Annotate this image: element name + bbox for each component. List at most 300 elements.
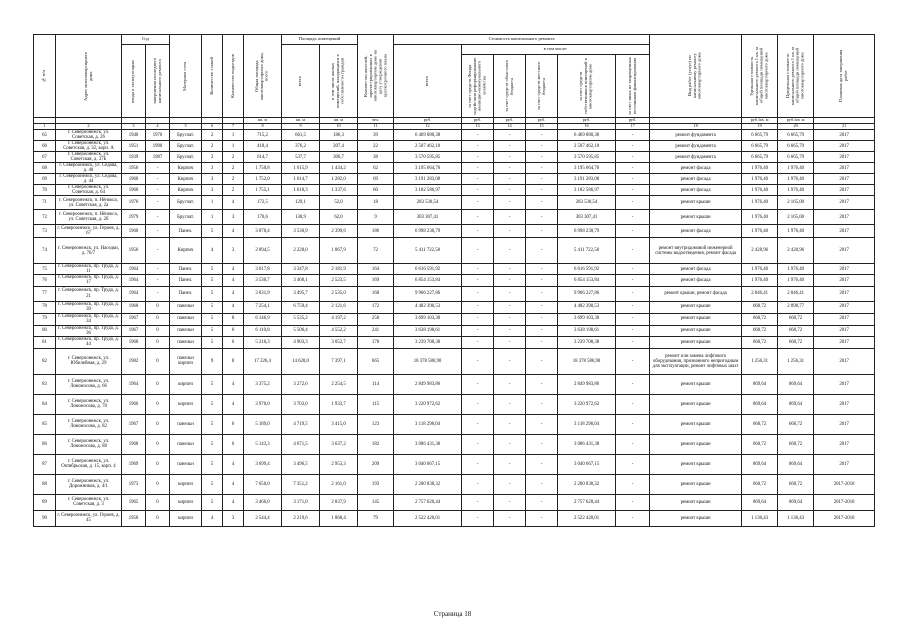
page-number: Страница 18 <box>433 610 472 618</box>
cell-uc: 6 665,79 <box>742 152 778 163</box>
cell-c14: - <box>494 336 526 348</box>
cell-en: 2 <box>223 185 244 196</box>
cell-cost: 6 616 591,92 <box>394 264 462 275</box>
cell-work: ремонт или замена лифтового оборудования, признанного непригодным для эксплуатации, ремонт лифтовых шахт <box>650 348 742 374</box>
cell-c15: - <box>526 301 558 313</box>
cell-mat: Брусчат. <box>170 152 202 163</box>
cell-aa: 4 719,5 <box>282 414 320 434</box>
cell-uc: 869,64 <box>742 494 778 510</box>
cell-work: ремонт крыши <box>650 336 742 348</box>
unit-cell: руб. <box>494 118 526 124</box>
cell-en: 2 <box>223 152 244 163</box>
cell-c13: - <box>462 348 494 374</box>
cell-c17: - <box>616 313 650 325</box>
cell-addr: г. Североонежск, п. Нёнокса, ул. Советская, д. 2б <box>56 210 122 225</box>
cell-c14: - <box>494 434 526 454</box>
cell-cost: 5 411 722,58 <box>394 238 462 264</box>
table-row <box>34 374 875 394</box>
cell-c16: 18 378 586,90 <box>558 348 616 374</box>
column-number-cell: 7 <box>223 124 244 130</box>
cell-cost: 3 040 667,15 <box>394 454 462 474</box>
cell-c13: - <box>462 275 494 286</box>
table-row <box>34 163 875 174</box>
cell-en: 4 <box>223 301 244 313</box>
cell-res: 209 <box>358 454 394 474</box>
column-number-cell: 18 <box>650 124 742 130</box>
cell-res: 79 <box>358 510 394 526</box>
cell-res: 38 <box>358 152 394 163</box>
cell-dt: 2017 <box>814 196 875 210</box>
cell-c15: - <box>526 196 558 210</box>
cell-ta: 3 699,4 <box>244 454 282 474</box>
unit-cell: руб. <box>558 118 616 124</box>
cell-uc: 1 976,40 <box>742 264 778 275</box>
cell-c15: - <box>526 275 558 286</box>
cell-res: 164 <box>358 264 394 275</box>
col-area-living-header: в том числе жилых помещений, находящихся в собственности граждан <box>320 45 358 118</box>
cell-n: 82 <box>34 348 56 374</box>
cell-mc: 660,72 <box>778 313 814 325</box>
unit-cell: руб. <box>394 118 462 124</box>
cell-work: ремонт крыши <box>650 374 742 394</box>
cell-ta: 17 226,4 <box>244 348 282 374</box>
cell-aa: 661,5 <box>282 130 320 141</box>
cell-c16: 2 507 462,10 <box>558 141 616 152</box>
col-plan-date-header: Плановая дата завершения работ <box>814 35 875 118</box>
cell-addr: г. Североонежск, пр. Труда, д. 30 <box>56 301 122 313</box>
cell-c13: - <box>462 494 494 510</box>
cell-y1: 1940 <box>122 130 146 141</box>
cell-addr: г. Североонежск, ул. Дорожников, д. 4/1 <box>56 474 122 494</box>
cell-uc: 660,72 <box>742 434 778 454</box>
cell-aa: 138,9 <box>282 210 320 225</box>
cell-al: 2 523,5 <box>320 275 358 286</box>
cell-c15: - <box>526 185 558 196</box>
cell-c14: - <box>494 185 526 196</box>
cell-c15: - <box>526 286 558 301</box>
cell-fl: 9 <box>202 348 223 374</box>
cell-al: 4 197,2 <box>320 313 358 325</box>
cell-mc: 1 976,40 <box>778 275 814 286</box>
cell-n: 80 <box>34 325 56 336</box>
cell-y2: - <box>146 163 170 174</box>
cell-res: 186 <box>358 225 394 238</box>
cell-mat: кирпич <box>170 374 202 394</box>
cell-c14: - <box>494 225 526 238</box>
cell-mc: 869,64 <box>778 454 814 474</box>
cell-c14: - <box>494 510 526 526</box>
cell-c13: - <box>462 510 494 526</box>
cell-addr: г. Североонежск, ул. Ломоносова, д. 66 <box>56 374 122 394</box>
cell-work: ремонт крыши, ремонт фасада <box>650 286 742 301</box>
cell-c16: 3 191 283,08 <box>558 174 616 185</box>
cell-addr: г. Североонежск, ул. Советская, д. 37Б <box>56 152 122 163</box>
cell-y1: 1956 <box>122 163 146 174</box>
cell-cost: 2 200 838,32 <box>394 474 462 494</box>
cell-en: 4 <box>223 225 244 238</box>
cell-n: 86 <box>34 434 56 454</box>
cell-c17: - <box>616 494 650 510</box>
cell-al: 2 953,3 <box>320 454 358 474</box>
cell-fl: 2 <box>202 130 223 141</box>
cell-dt: 2017 <box>814 313 875 325</box>
table-row <box>34 210 875 225</box>
cell-c16: 6 854 153,84 <box>558 275 616 286</box>
cell-fl: 2 <box>202 152 223 163</box>
cell-y1: 1967 <box>122 313 146 325</box>
cell-c15: - <box>526 374 558 394</box>
col-floors-header: Количество этажей <box>202 35 223 118</box>
cell-c13: - <box>462 474 494 494</box>
cell-dt: 2017 <box>814 225 875 238</box>
cell-cost: 3 239 708,38 <box>394 336 462 348</box>
cell-aa: 1 615,9 <box>282 163 320 174</box>
cell-uc: 869,64 <box>742 454 778 474</box>
col-address-header: Адрес многоквартирного дома <box>56 35 122 118</box>
cell-y2: 0 <box>146 434 170 454</box>
cell-mc: 660,72 <box>778 434 814 454</box>
cell-al: 52,0 <box>320 196 358 210</box>
cell-fl: 5 <box>202 225 223 238</box>
cell-addr: г. Североонежск, ул. Ломоносова, д. 82 <box>56 414 122 434</box>
cell-work: ремонт крыши <box>650 494 742 510</box>
cell-en: 4 <box>223 264 244 275</box>
cell-addr: г. Североонежск, пр. Труда, д. 34 <box>56 313 122 325</box>
cell-aa: 3 468,1 <box>282 275 320 286</box>
cell-aa: 4 903,3 <box>282 336 320 348</box>
cell-c16: 2 757 620,44 <box>558 494 616 510</box>
cell-c17: - <box>616 325 650 336</box>
cell-cost: 4 482 390,53 <box>394 301 462 313</box>
cell-aa: 3 703,0 <box>282 394 320 414</box>
cell-dt: 2017 <box>814 336 875 348</box>
cell-res: 60 <box>358 185 394 196</box>
column-number-cell: 11 <box>358 124 394 130</box>
cell-c14: - <box>494 286 526 301</box>
cell-y2: - <box>146 275 170 286</box>
cell-n: 74 <box>34 238 56 264</box>
table-row <box>34 434 875 454</box>
cell-work: ремонт крыши <box>650 196 742 210</box>
cell-mc: 1 136,43 <box>778 510 814 526</box>
cell-n: 89 <box>34 494 56 510</box>
cell-ta: 172,5 <box>244 196 282 210</box>
table-row <box>34 325 875 336</box>
cell-addr: г. Североонежск, пр. Труда, д. 21 <box>56 286 122 301</box>
cell-c17: - <box>616 210 650 225</box>
col-other-header: за счет иных не запрещенных источников финансирования <box>616 55 650 118</box>
cell-ta: 7 254,1 <box>244 301 282 313</box>
cell-aa: 5 535,2 <box>282 313 320 325</box>
cell-c17: - <box>616 414 650 434</box>
cell-work: ремонт фундамента <box>650 152 742 163</box>
cell-dt: 2017 <box>814 414 875 434</box>
cell-addr: г. Североонежск, ул. Ломоносова, д. 78 <box>56 394 122 414</box>
cell-ta: 5 189,0 <box>244 414 282 434</box>
cell-y1: 1982 <box>122 348 146 374</box>
cell-ta: 3 466,0 <box>244 494 282 510</box>
cell-dt: 2017 <box>814 152 875 163</box>
table-row <box>34 313 875 325</box>
cell-al: 62,0 <box>320 210 358 225</box>
cell-c13: - <box>462 141 494 152</box>
cell-c13: - <box>462 394 494 414</box>
cell-dt: 2017 <box>814 374 875 394</box>
cell-work: ремонт крыши <box>650 434 742 454</box>
cell-cost: 3 638 198,61 <box>394 325 462 336</box>
cell-y2: - <box>146 264 170 275</box>
cell-c14: - <box>494 264 526 275</box>
cell-y1: 1968 <box>122 434 146 454</box>
cell-al: 2 121,6 <box>320 301 358 313</box>
cell-aa: 7 351,2 <box>282 474 320 494</box>
cell-c13: - <box>462 414 494 434</box>
cell-y2: - <box>146 185 170 196</box>
cell-res: 18 <box>358 196 394 210</box>
cell-c15: - <box>526 414 558 434</box>
cell-c13: - <box>462 313 494 325</box>
cell-c17: - <box>616 152 650 163</box>
cell-mat: Кирпич <box>170 185 202 196</box>
cell-y1: 1976 <box>122 196 146 210</box>
cell-res: 665 <box>358 348 394 374</box>
cell-uc: 869,64 <box>742 394 778 414</box>
cell-uc: 660,72 <box>742 301 778 313</box>
cell-al: 1 434,2 <box>320 163 358 174</box>
table-row <box>34 152 875 163</box>
cell-mc: 6 665,79 <box>778 130 814 141</box>
cell-fl: 2 <box>202 141 223 152</box>
cell-addr: г. Североонежск, ул. Советская, д. 64 <box>56 185 122 196</box>
cell-c15: - <box>526 264 558 275</box>
cell-y2: 0 <box>146 325 170 336</box>
cell-c13: - <box>462 336 494 348</box>
table-row <box>34 414 875 434</box>
cell-n: 87 <box>34 454 56 474</box>
cell-uc: 660,72 <box>742 313 778 325</box>
cell-y1: 1964 <box>122 275 146 286</box>
cell-ta: 170,6 <box>244 210 282 225</box>
column-number-cell: 12 <box>394 124 462 130</box>
cell-uc: 6 665,79 <box>742 130 778 141</box>
cell-y2: 1990 <box>146 141 170 152</box>
cell-y2: - <box>146 286 170 301</box>
cell-dt: 2017 <box>814 210 875 225</box>
cell-c13: - <box>462 152 494 163</box>
cell-en: 4 <box>223 454 244 474</box>
cell-c16: 5 411 722,58 <box>558 238 616 264</box>
table-row <box>34 301 875 313</box>
cell-c13: - <box>462 210 494 225</box>
cell-y1: 1966 <box>122 394 146 414</box>
cell-cost: 3 220 972,62 <box>394 394 462 414</box>
cell-al: 3 637,2 <box>320 434 358 454</box>
cell-y2: 0 <box>146 374 170 394</box>
table-row <box>34 174 875 185</box>
cell-cost: 18 378 586,90 <box>394 348 462 374</box>
cell-al: 2 161,0 <box>320 474 358 494</box>
cell-y2: 1987 <box>146 152 170 163</box>
cell-ta: 6 110,8 <box>244 325 282 336</box>
table-row <box>34 348 875 374</box>
col-local-header: за счет средств местного бюджета <box>526 55 558 118</box>
cell-y1: 1965 <box>122 494 146 510</box>
cell-work: ремонт фасада <box>650 174 742 185</box>
cell-y2: 1970 <box>146 130 170 141</box>
cell-res: 178 <box>358 336 394 348</box>
cell-res: 241 <box>358 325 394 336</box>
cell-aa: 3 495,7 <box>282 286 320 301</box>
cell-ta: 5 143,3 <box>244 434 282 454</box>
cell-c15: - <box>526 152 558 163</box>
cell-mc: 6 665,79 <box>778 152 814 163</box>
cell-work: ремонт фасада <box>650 264 742 275</box>
table-row <box>34 286 875 301</box>
cell-work: ремонт фундамента <box>650 141 742 152</box>
cell-c17: - <box>616 348 650 374</box>
cell-n: 88 <box>34 474 56 494</box>
cell-mc: 869,64 <box>778 494 814 510</box>
cell-res: 9 <box>358 210 394 225</box>
cell-addr: г. Североонежск, п. Нёноксa, ул. Советская, д. 2а <box>56 196 122 210</box>
table-row <box>34 394 875 414</box>
cell-c14: - <box>494 141 526 152</box>
cell-c17: - <box>616 301 650 313</box>
cell-c14: - <box>494 325 526 336</box>
cell-dt: 2017 <box>814 130 875 141</box>
cell-y1: 1951 <box>122 141 146 152</box>
cell-cost: 6 854 153,84 <box>394 275 462 286</box>
cell-cost: 3 118 298,04 <box>394 414 462 434</box>
cell-y2: - <box>146 174 170 185</box>
cell-c13: - <box>462 225 494 238</box>
cell-aa: 2 219,6 <box>282 510 320 526</box>
cell-addr: г. Североонежск, ул. Советская, д. 26 <box>56 130 122 141</box>
cell-c17: - <box>616 286 650 301</box>
cell-cost: 2 849 983,86 <box>394 374 462 394</box>
cell-fl: 5 <box>202 336 223 348</box>
cell-c13: - <box>462 196 494 210</box>
cell-al: 207,4 <box>320 141 358 152</box>
cell-res: 39 <box>358 130 394 141</box>
cell-mc: 660,72 <box>778 414 814 434</box>
cell-mat: Кирпич <box>170 163 202 174</box>
cell-y1: 1960 <box>122 185 146 196</box>
cell-addr: г. Североонежск, пр. Труда, д. 17 <box>56 275 122 286</box>
cell-c13: - <box>462 163 494 174</box>
cell-en: 8 <box>223 348 244 374</box>
col-year-built-header: ввода в эксплуатацию <box>122 45 146 118</box>
cell-c15: - <box>526 510 558 526</box>
cell-c17: - <box>616 336 650 348</box>
unit-cell: кв. м <box>320 118 358 124</box>
cell-en: 4 <box>223 474 244 494</box>
cell-ta: 418,4 <box>244 141 282 152</box>
cell-addr: г. Североонежск, ул. Седова, д. 40 <box>56 163 122 174</box>
cell-cost: 2 507 462,10 <box>394 141 462 152</box>
cell-aa: 5 506,4 <box>282 325 320 336</box>
table-row <box>34 336 875 348</box>
cell-ta: 3 617,8 <box>244 264 282 275</box>
cell-fl: 4 <box>202 510 223 526</box>
cell-fl: 1 <box>202 210 223 225</box>
cell-work: ремонт фасада <box>650 185 742 196</box>
table-row <box>34 494 875 510</box>
cell-c14: - <box>494 313 526 325</box>
cell-mc: 660,72 <box>778 474 814 494</box>
cell-y2: - <box>146 210 170 225</box>
cell-c14: - <box>494 174 526 185</box>
cell-en: 8 <box>223 313 244 325</box>
cell-dt: 2017 <box>814 174 875 185</box>
cell-ta: 7 650,0 <box>244 474 282 494</box>
cell-c13: - <box>462 374 494 394</box>
table-body <box>34 130 875 527</box>
cell-y2: 0 <box>146 510 170 526</box>
cell-res: 172 <box>358 301 394 313</box>
cell-work: ремонт крыши <box>650 394 742 414</box>
cell-mat: Кирпич <box>170 238 202 264</box>
cell-mat: Панел. <box>170 264 202 275</box>
unit-cell: кв. м <box>282 118 320 124</box>
area-group-header: Площадь помещений <box>282 35 358 45</box>
cell-mat: кирпич <box>170 394 202 414</box>
cell-c16: 2 849 983,86 <box>558 374 616 394</box>
cell-n: 85 <box>34 414 56 434</box>
cell-y1: 1964 <box>122 286 146 301</box>
cell-res: 69 <box>358 174 394 185</box>
cell-n: 79 <box>34 313 56 325</box>
cell-c14: - <box>494 275 526 286</box>
cell-c13: - <box>462 174 494 185</box>
cell-n: 77 <box>34 286 56 301</box>
cell-y2: - <box>146 196 170 210</box>
cell-dt: 2017 <box>814 264 875 275</box>
cell-mc: 2 165,00 <box>778 196 814 210</box>
cell-y2: 0 <box>146 474 170 494</box>
cell-cost: 3 699 103,30 <box>394 313 462 325</box>
unit-cell: руб. <box>616 118 650 124</box>
unit-cell: руб. <box>462 118 494 124</box>
cell-cost: 6 469 080,38 <box>394 130 462 141</box>
cell-y2: - <box>146 225 170 238</box>
cell-mat: Брусчат. <box>170 141 202 152</box>
cell-uc: 1 136,43 <box>742 510 778 526</box>
cell-n: 68 <box>34 163 56 174</box>
cell-al: 1 282,0 <box>320 174 358 185</box>
cell-cost: 3 086 431,38 <box>394 434 462 454</box>
cell-al: 2 254,5 <box>320 374 358 394</box>
column-number-cell: 20 <box>778 124 814 130</box>
column-number-cell: 8 <box>244 124 282 130</box>
cell-en: 4 <box>223 286 244 301</box>
cell-c17: - <box>616 163 650 174</box>
cell-res: 72 <box>358 238 394 264</box>
cell-addr: г. Североонежск, пр. Труда, д. 36 <box>56 325 122 336</box>
cell-dt: 2017 <box>814 325 875 336</box>
cell-ta: 2 544,4 <box>244 510 282 526</box>
table-row <box>34 238 875 264</box>
cell-y1: 1960 <box>122 174 146 185</box>
cell-fl: 5 <box>202 325 223 336</box>
col-fund-header: за счет средств Фонда содействия реформированию жилищно-коммунального хозяйства <box>462 55 494 118</box>
cell-dt: 2017 <box>814 275 875 286</box>
cell-en: 1 <box>223 130 244 141</box>
cell-addr: г. Североонежск, ул. Героев, д. 45 <box>56 510 122 526</box>
cell-c14: - <box>494 196 526 210</box>
cell-c15: - <box>526 325 558 336</box>
cell-c17: - <box>616 510 650 526</box>
